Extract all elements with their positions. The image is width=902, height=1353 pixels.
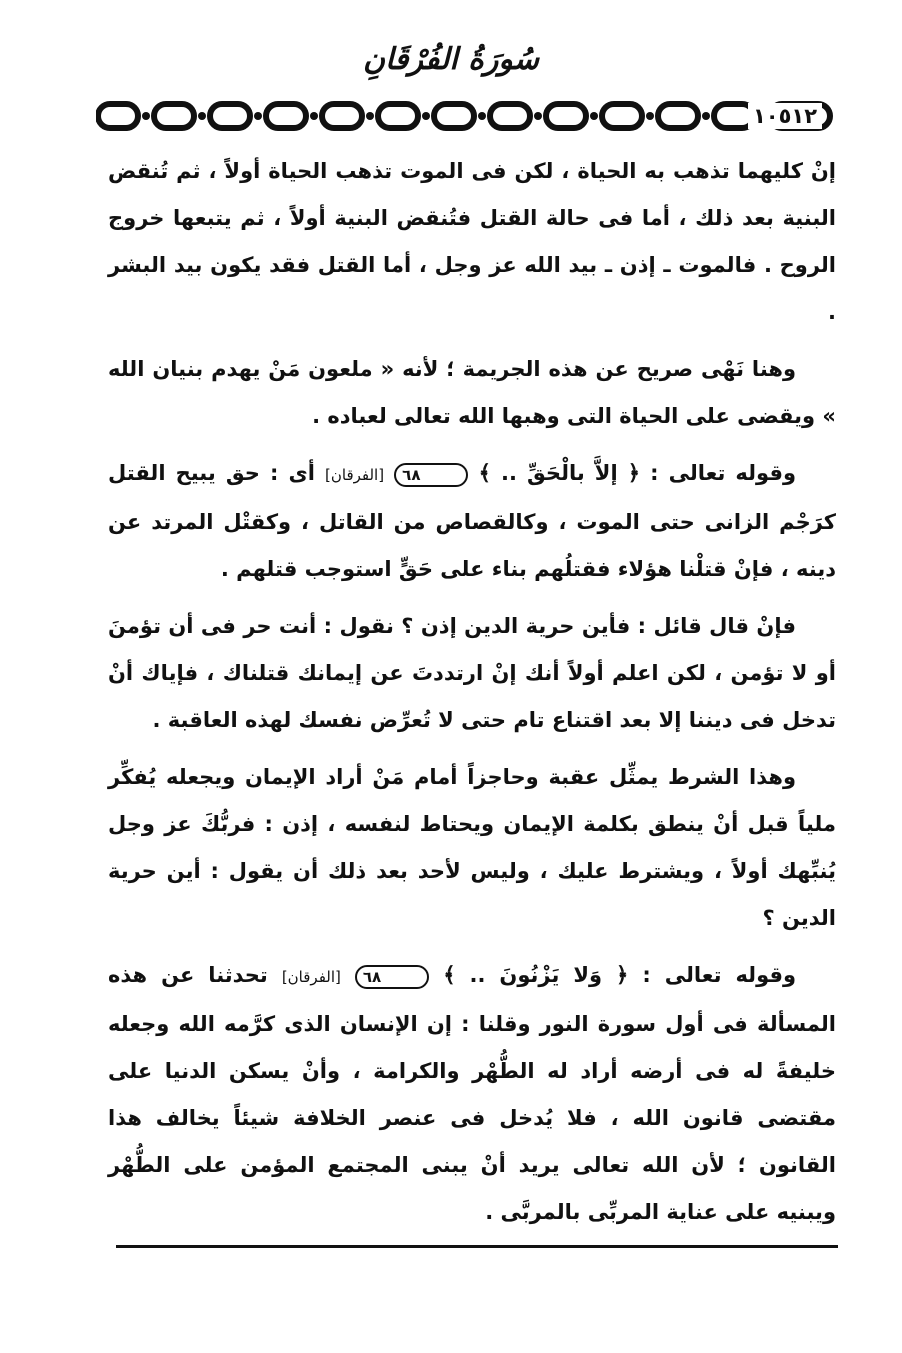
paragraph-intro: وقوله تعالى : (640, 461, 797, 485)
quran-quote: ﴿ إلاَّ بالْحَقِّ .. ﴾ (478, 461, 641, 485)
footer-rule (116, 1245, 838, 1248)
quran-quote: ﴿ وَلا يَزْنُونَ .. ﴾ (443, 963, 629, 987)
paragraph-rest: أى : حق يبيح القتل كرَجْم الزانى حتى الموت ، وكالقصاص من القاتل ، وكقتْل المرتد عن دينه ، فإنْ قتلْنا هؤلاء فقتلُهم بناء على حَقٍّ استوجب قتلهم . (108, 461, 836, 581)
verse-number: ٦٨ (355, 965, 429, 989)
paragraph (108, 952, 836, 1236)
chain-ornament (96, 98, 836, 134)
paragraph: وهنا نَهْى صريح عن هذه الجريمة ؛ لأنه « ملعون مَنْ يهدم بنيان الله » ويقضى على الحياة التى وهبها الله تعالى لعباده . (108, 357, 836, 428)
paragraph-intro: وقوله تعالى : (628, 963, 797, 987)
page-number: ١٠٥١٢ (748, 103, 822, 129)
surah-reference: [الفرقان] (281, 968, 341, 986)
paragraph-rest: تحدثنا عن هذه المسألة فى أول سورة النور وقلنا : إن الإنسان الذى كرَّمه الله وجعله خليفةً له فى أرضه أراد له الطُّهْر والكرامة ، وأنْ يسكن الدنيا على مقتضى قانون الله ، فلا يُدخل فى عنصر الخلافة شيئاً يخالف هذا القانون ؛ لأن الله تعالى يريد أنْ يبنى المجتمع المؤمن على الطُّهْر ويبنيه على عناية المربِّى بالمربَّى . (108, 963, 836, 1224)
paragraph: إنْ كليهما تذهب به الحياة ، لكن فى الموت تذهب الحياة أولاً ، ثم تُنقض البنية بعد ذلك ، أما فى حالة القتل فتُنقض البنية أولاً ، ثم يتبعها خروج الروح . فالموت ـ إذن ـ بيد الله عز وجل ، أما القتل فقد يكون بيد البشر . (108, 159, 836, 324)
surah-reference: [الفرقان] (325, 466, 385, 484)
paragraph (108, 450, 836, 593)
surah-title: سُورَةُ الفُرْقَانِ (362, 42, 539, 77)
paragraph: وهذا الشرط يمثِّل عقبة وحاجزاً أمام مَنْ أراد الإيمان ويجعله يُفكِّر ملياً قبل أنْ ينطق بكلمة الإيمان ويحتاط لنفسه ، إذن : فربُّكَ عز وجل يُنبِّهك أولاً ، ويشترط عليك ، وليس لأحد بعد ذلك أن يقول : أين حرية الدين ؟ (108, 765, 836, 930)
body-text (108, 148, 836, 1246)
paragraph: فإنْ قال قائل : فأين حرية الدين إذن ؟ نقول : أنت حر فى أن تؤمنَ أو لا تؤمن ، لكن اعلم أولاً أنك إنْ ارتددتَ عن إيمانك قتلناك ، فإياك أنْ تدخل فى ديننا إلا بعد اقتناع تام حتى لا تُعرِّض نفسك لهذه العاقبة . (108, 614, 836, 732)
verse-number: ٦٨ (394, 463, 468, 487)
